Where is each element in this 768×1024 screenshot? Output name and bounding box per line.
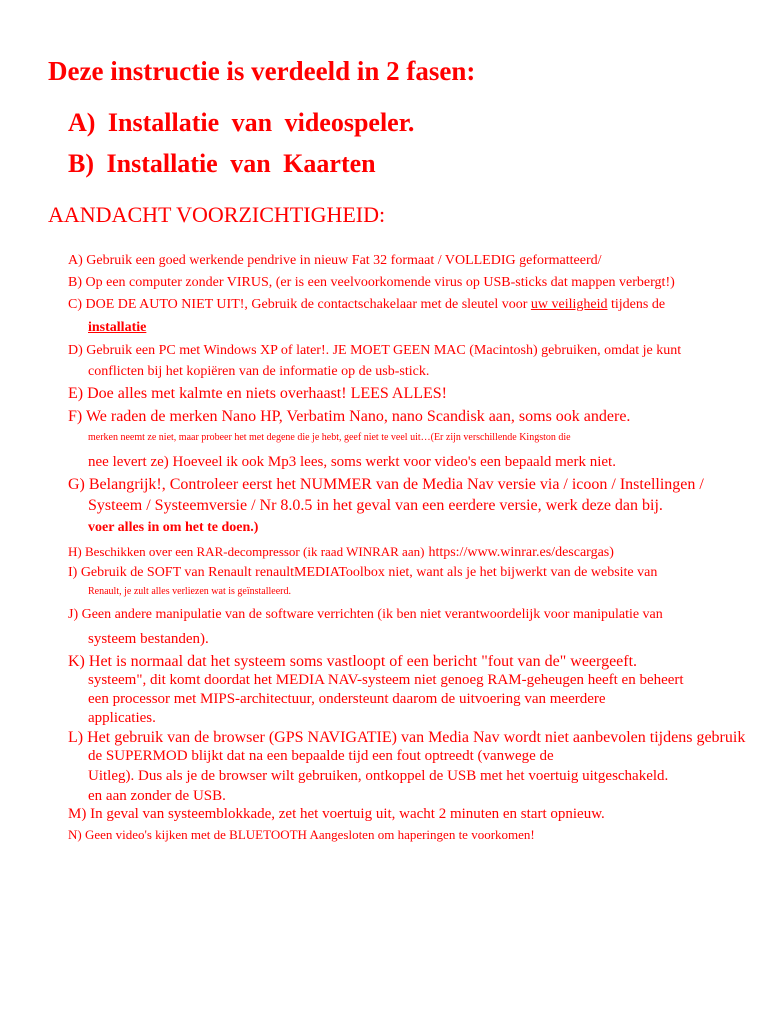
- item-k-line-3: een processor met MIPS-architectuur, ondersteunt daarom de uitvoering van meerdere: [88, 691, 606, 707]
- item-j: J) Geen andere manipulatie van de software verrichten (ik ben niet verantwoordelijk voor manipulatie van: [68, 607, 663, 622]
- item-l: L) Het gebruik van de browser (GPS NAVIGATIE) van Media Nav wordt niet aanbevolen tijdens gebruik: [68, 729, 746, 746]
- item-j-continuation: systeem bestanden).: [88, 631, 209, 647]
- item-c-tail: tijdens de: [611, 297, 666, 312]
- item-i: I) Gebruik de SOFT van Renault renaultMEDIAToolbox niet, want als je het bijwerkt van de website van: [68, 565, 658, 580]
- item-l-line-4: en aan zonder de USB.: [88, 788, 226, 804]
- item-l-line-2: de SUPERMOD blijkt dat na een bepaalde tijd een fout optreedt (vanwege de: [88, 748, 554, 764]
- caution-heading: AANDACHT VOORZICHTIGHEID:: [48, 202, 386, 227]
- item-c-continuation: installatie: [88, 320, 147, 335]
- item-n: N) Geen video's kijken met de BLUETOOTH Aangesloten om haperingen te voorkomen!: [68, 827, 535, 842]
- item-e: E) Doe alles met kalmte en niets overhaast! LEES ALLES!: [68, 385, 447, 402]
- item-c-text: C) DOE DE AUTO NIET UIT!, Gebruik de contactschakelaar met de sleutel voor: [68, 297, 528, 312]
- item-g-continuation: Systeem / Systeemversie / Nr 8.0.5 in het geval van een eerdere versie, werk deze dan bij.: [88, 497, 663, 514]
- item-k: K) Het is normaal dat het systeem soms vastloopt of een bericht "fout van de" weergeeft.: [68, 653, 638, 670]
- item-f-continuation: nee levert ze) Hoeveel ik ook Mp3 lees, soms werkt voor video's een bepaald merk niet.: [88, 454, 616, 470]
- page-title: Deze instructie is verdeeld in 2 fasen:: [48, 56, 476, 86]
- item-l-line-3: Uitleg). Dus als je de browser wilt gebruiken, ontkoppel de USB met het voertuig uitgeschakeld.: [88, 768, 669, 784]
- item-d-continuation: conflicten bij het kopiëren van de informatie op de usb-stick.: [88, 364, 430, 379]
- item-f: F) We raden de merken Nano HP, Verbatim Nano, nano Scandisk aan, soms ook andere.: [68, 408, 631, 425]
- item-k-line-2: systeem", dit komt doordat het MEDIA NAV-systeem niet genoeg RAM-geheugen heeft en beheert: [88, 672, 684, 688]
- item-g-note: voer alles in om het te doen.): [88, 520, 259, 535]
- item-i-small-note: Renault, je zult alles verliezen wat is geïnstalleerd.: [88, 586, 291, 597]
- item-d: D) Gebruik een PC met Windows XP of later!. JE MOET GEEN MAC (Macintosh) gebruiken, omdat je kunt: [68, 343, 682, 358]
- item-c-underlined: uw veiligheid: [530, 297, 608, 312]
- item-f-small-note: merken neemt ze niet, maar probeer het met degene die je hebt, geef niet te veel uit…(Er zijn verschillende Kingston die: [88, 432, 571, 443]
- item-h-text: H) Beschikken over een RAR-decompressor (ik raad WINRAR aan): [68, 544, 425, 559]
- item-k-line-4: applicaties.: [88, 710, 156, 726]
- phase-a-heading: A) Installatie van videospeler.: [68, 108, 415, 137]
- phase-b-heading: B) Installatie van Kaarten: [68, 149, 376, 178]
- item-a: A) Gebruik een goed werkende pendrive in nieuw Fat 32 formaat / VOLLEDIG geformatteerd/: [68, 253, 602, 268]
- item-m: M) In geval van systeemblokkade, zet het voertuig uit, wacht 2 minuten en start opnieuw.: [68, 806, 605, 822]
- item-g: G) Belangrijk!, Controleer eerst het NUMMER van de Media Nav versie via / icoon / Instellingen /: [68, 476, 704, 493]
- winrar-link[interactable]: https://www.winrar.es/descargas): [428, 545, 614, 560]
- item-c: [68, 297, 665, 313]
- item-b: B) Op een computer zonder VIRUS, (er is een veelvoorkomende virus op USB-sticks dat mappen verbergt!): [68, 275, 675, 290]
- item-h: [68, 543, 614, 561]
